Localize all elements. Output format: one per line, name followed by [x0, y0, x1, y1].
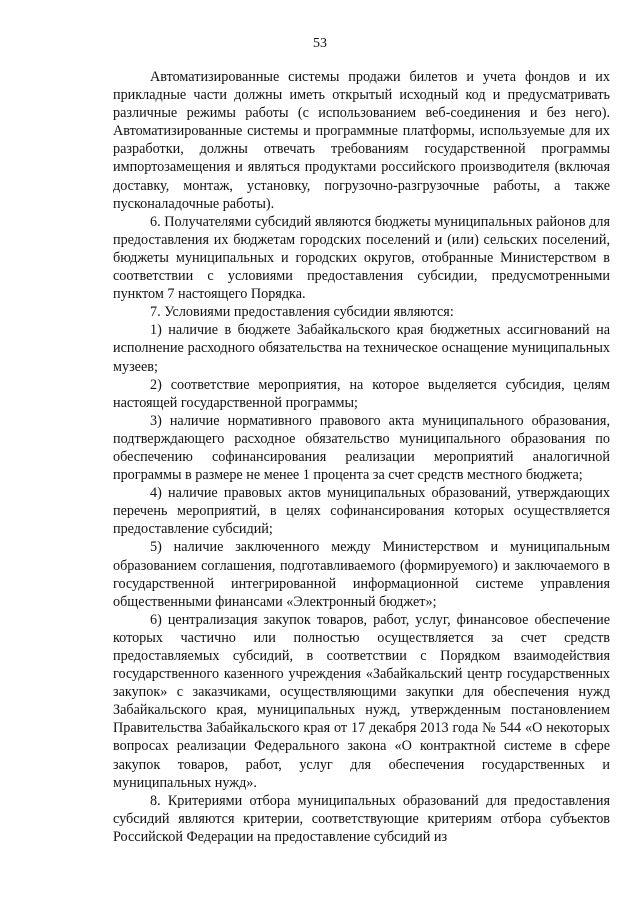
- condition-item-4: 4) наличие правовых актов муниципальных образований, утверждающих перечень мероприятий, в целях софинансирования которых осуществляется предоставление субсидий;: [113, 485, 610, 538]
- condition-item-1: 1) наличие в бюджете Забайкальского края бюджетных ассигнований на исполнение расходного обязательства на техническое оснащение муниципальных музеев;: [113, 322, 610, 375]
- document-body: [113, 68, 610, 846]
- paragraph-7-conditions: 7. Условиями предоставления субсидии являются:: [150, 304, 454, 321]
- page-number: 53: [313, 36, 327, 51]
- paragraph-6-recipients: 6. Получателями субсидий являются бюджеты муниципальных районов для предоставления их бюджетам городских поселений и (или) сельских поселений, бюджеты муниципальных и городских округов, отобранные Министерством в соответствии с условиями предоставления субсидии, предусмотренными пунктом 7 настоящего Порядка.: [113, 213, 610, 303]
- condition-item-5: 5) наличие заключенного между Министерством и муниципальным образованием соглашения, подготавливаемого (формируемого) и заключаемого в государственной интегрированной информационной системе управления общественными финансами «Электронный бюджет»;: [113, 539, 610, 610]
- condition-item-6: 6) централизация закупок товаров, работ, услуг, финансовое обеспечение которых частично или полностью осуществляется за счет средств предоставляемых субсидий, в соответствии с Порядком взаимодействия государственного казенного учреждения «Забайкальский центр государственных закупок» с заказчиками, осуществляющими закупки для обеспечения нужд Забайкальского края, муниципальных нужд, утвержденным постановлением Правительства Забайкальского края от 17 декабря 2013 года № 544 «О некоторых вопросах реализации Федерального закона «О контрактной системе в сфере закупок товаров, работ, услуг для обеспечения государственных и муниципальных нужд».: [113, 611, 610, 791]
- paragraph-automated-systems: Автоматизированные системы продажи билетов и учета фондов и их прикладные части должны иметь открытый исходный код и предусматривать различные режимы работы (с использованием веб-соединения и без него). Автоматизированные системы и программные платформы, используемые для их разработки, должны отвечать требованиям государственной программы импортозамещения и являться продуктами российского производителя (включая доставку, монтаж, установку, погрузочно-разгрузочные работы, а также пусконаладочные работы).: [113, 69, 610, 212]
- condition-item-2: 2) соответствие мероприятия, на которое выделяется субсидия, целям настоящей государственной программы;: [113, 376, 610, 411]
- paragraph-8-criteria: 8. Критериями отбора муниципальных образований для предоставления субсидий являются критерии, соответствующие критериям отбора субъектов Российской Федерации на предоставление субсидий из: [113, 792, 610, 845]
- condition-item-3: 3) наличие нормативного правового акта муниципального образования, подтверждающего расходное обязательство муниципального образования по обеспечению софинансирования реализации мероприятий аналогичной программы в размере не менее 1 процента за счет средств местного бюджета;: [113, 412, 610, 484]
